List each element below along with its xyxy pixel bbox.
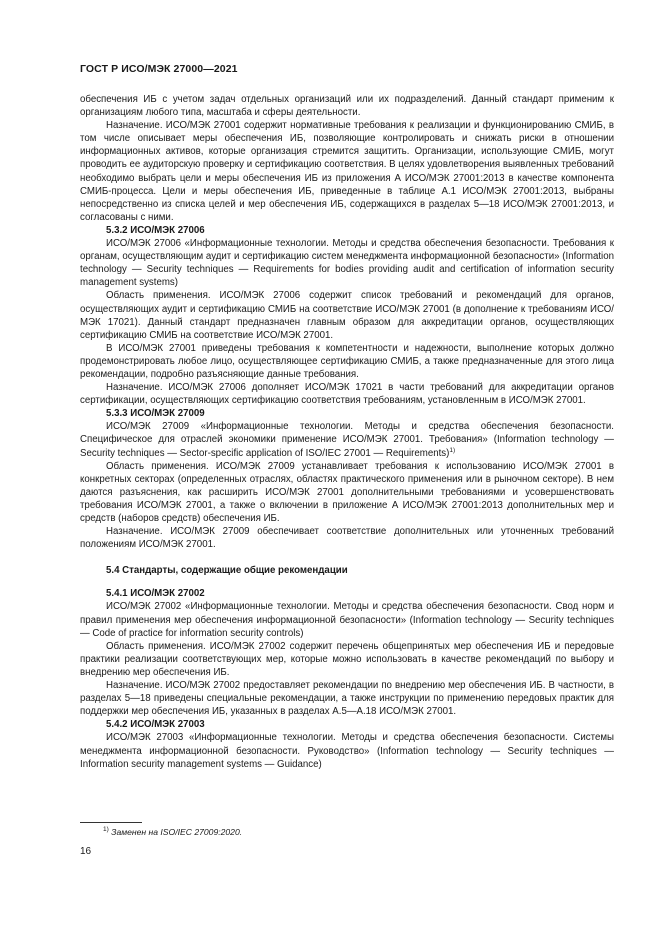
- paragraph: Назначение. ИСО/МЭК 27001 содержит нормативные требования к реализации и функционированию СМИБ, в том числе описывает меры обеспечения ИБ, позволяющие контролировать и снижать риски в отношении информационных активов, которые организация стремится защитить. Организации, использующие СМИБ, могут проводить ее аудиторскую проверку и сертификацию соответствия. В целях удовлетворения выявленных требований необходимо выбрать цели и меры обеспечения ИБ из приложения А ИСО/МЭК 27001:2013 в качестве компонента СМИБ-процесса. Цели и меры обеспечения ИБ, приведенные в таблице А.1 ИСО/МЭК 27001:2013, выбраны непосредственно из списка целей и мер обеспечения ИБ, содержащихся в разделах 5—18 ИСО/МЭК 27001:2013, и согласованы с ними.: [80, 120, 614, 223]
- paragraph: Область применения. ИСО/МЭК 27002 содержит перечень общепринятых мер обеспечения ИБ и передовые практики реализации соответствующих мер, которые можно использовать в качестве рекомендаций по выбору и внедрению мер обеспечения ИБ.: [80, 640, 614, 678]
- paragraph-with-footnote: [80, 420, 614, 459]
- section-heading-5-4-1: 5.4.1 ИСО/МЭК 27002: [106, 588, 205, 600]
- paragraph: В ИСО/МЭК 27001 приведены требования к компетентности и надежности, выполнение которых должно продемонстрировать любое лицо, осуществляющее сертификацию СМИБ, а также предназначенные для этого лица рекомендации, подробно разъясняющие данные требования.: [80, 342, 614, 380]
- section-heading-5-4: 5.4 Стандарты, содержащие общие рекомендации: [106, 565, 348, 577]
- paragraph: Область применения. ИСО/МЭК 27009 устанавливает требования к использованию ИСО/МЭК 27001 в конкретных секторах (определенных отраслях, областях практического применения или в рыночном секторе). В нем даются разъяснения, как расширить ИСО/МЭК 27001 дополнительными требованиями и усовершенствовать требования ИСО/МЭК 27001, а также о включении в приложение А ИСО/МЭК 27001:2013 дополнительных мер и средств (наборов средств) обеспечения ИБ.: [80, 460, 614, 524]
- document-body: [80, 93, 614, 771]
- footnote-reference: 1): [449, 446, 456, 454]
- page-number: 16: [80, 846, 92, 857]
- footnote-text: Заменен на ISO/IEC 27009:2020.: [111, 827, 243, 837]
- section-heading-5-3-3: 5.3.3 ИСО/МЭК 27009: [106, 408, 205, 420]
- paragraph: ИСО/МЭК 27006 «Информационные технологии. Методы и средства обеспечения безопасности. Требования к органам, осуществляющим аудит и сертификацию систем менеджмента информационной безопасности» (Information technology — Security techniques — Requirements for bodies providing audit and certification of information security management systems): [80, 238, 614, 289]
- paragraph: ИСО/МЭК 27002 «Информационные технологии. Методы и средства обеспечения безопасности. Свод норм и правил применения мер обеспечения информационной безопасности» (Information technology — Security techniques — Code of practice for information security controls): [80, 601, 614, 639]
- footnote-separator: [80, 822, 142, 823]
- footnote: [103, 827, 242, 837]
- page-header-standard-code: ГОСТ Р ИСО/МЭК 27000—2021: [80, 63, 238, 75]
- paragraph: Назначение. ИСО/МЭК 27006 дополняет ИСО/МЭК 17021 в части требований для аккредитации органов сертификации, осуществляющих сертификацию соответствия требованиям, установленным в ИСО/МЭК 27001.: [80, 382, 614, 407]
- paragraph: Область применения. ИСО/МЭК 27006 содержит список требований и рекомендаций для органов, осуществляющих аудит и сертификацию СМИБ на соответствие ИСО/МЭК 27001 (в дополнение к требованиям ИСО/МЭК 17021). Данный стандарт предназначен главным образом для аккредитации органов, осуществляющих сертификацию СМИБ на соответствие ИСО/МЭК 27001.: [80, 290, 614, 341]
- paragraph: Назначение. ИСО/МЭК 27002 предоставляет рекомендации по внедрению мер обеспечения ИБ. В частности, в разделах 5—18 приведены специальные рекомендации, а также инструкции по применению передовых практик для поддержки мер обеспечения ИБ, указанных в разделах А.5—А.18 ИСО/МЭК 27001.: [80, 680, 614, 718]
- paragraph: Назначение. ИСО/МЭК 27009 обеспечивает соответствие дополнительных или уточненных требований положениям ИСО/МЭК 27001.: [80, 526, 614, 551]
- footnote-marker: 1): [103, 826, 109, 834]
- section-heading-5-4-2: 5.4.2 ИСО/МЭК 27003: [106, 719, 205, 731]
- paragraph-text: ИСО/МЭК 27009 «Информационные технологии. Методы и средства обеспечения безопасности. Специфическое для отраслей экономики применение ИСО/МЭК 27001. Требования» (Information technology — Security techniques — Sector-specific application of ISO/IEC 27001 — Requirements): [80, 421, 614, 459]
- paragraph: ИСО/МЭК 27003 «Информационные технологии. Методы и средства обеспечения безопасности. Системы менеджмента информационной безопасности. Руководство» (Information technology — Security techniques — Information security management systems — Guidance): [80, 732, 614, 770]
- section-heading-5-3-2: 5.3.2 ИСО/МЭК 27006: [106, 224, 205, 236]
- paragraph: обеспечения ИБ с учетом задач отдельных организаций или их подразделений. Данный стандарт применим к организациям любого типа, масштаба и сферы деятельности.: [80, 94, 614, 119]
